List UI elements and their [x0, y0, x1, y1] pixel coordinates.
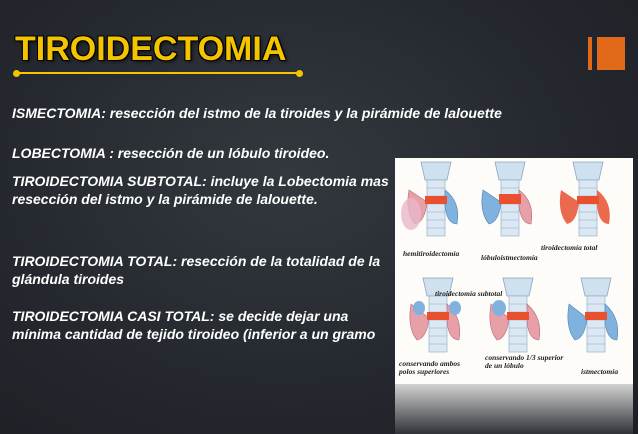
thyroid-illustrations	[395, 158, 633, 384]
title-underline	[16, 72, 300, 74]
decor-bar-thick	[597, 37, 625, 70]
reflection-fade	[395, 384, 633, 434]
label-tiroidectomia-subtotal: tiroidectomía subtotal	[435, 289, 503, 298]
ismectomia-text: ISMECTOMIA: resección del istmo de la tiroides y la pirámide de lalouette	[12, 105, 502, 121]
casi-total-text: TIROIDECTOMIA CASI TOTAL: se decide dejar una mínima cantidad de tejido tiroideo (inferior a un gramo	[12, 308, 376, 342]
lobectomia-text: LOBECTOMIA : resección de un lóbulo tiroideo.	[12, 145, 330, 161]
total-text: TIROIDECTOMIA TOTAL: resección de la totalidad de la glándula tiroides	[12, 253, 381, 287]
fig-tiroidectomia-total	[560, 162, 610, 236]
subtotal-text: TIROIDECTOMIA SUBTOTAL: incluye la Lobectomia mas resección del istmo y la pirámide de lalouette.	[12, 173, 389, 207]
label-hemitiroidectomia: hemitiroidectomía	[403, 249, 460, 258]
label-istmectomia: istmectomía	[581, 367, 619, 376]
label-lobuloistmectomia: lóbuloistmectomía	[481, 253, 538, 262]
fig-istmectomia	[568, 278, 618, 352]
label-conservando-tercio: conservando 1/3 superior de un lóbulo	[485, 353, 564, 370]
fig-lobuloistmectomia	[482, 162, 532, 236]
label-tiroidectomia-total: tiroidectomía total	[541, 243, 598, 252]
underline-dot-right	[296, 70, 303, 77]
fig-hemitiroidectomia	[401, 162, 458, 236]
decor-bar-thin	[588, 37, 592, 70]
underline-dot-left	[13, 70, 20, 77]
slide-title: TIROIDECTOMIA	[15, 30, 287, 68]
label-conservando-ambos: conservando ambos polos superiores	[399, 359, 461, 376]
